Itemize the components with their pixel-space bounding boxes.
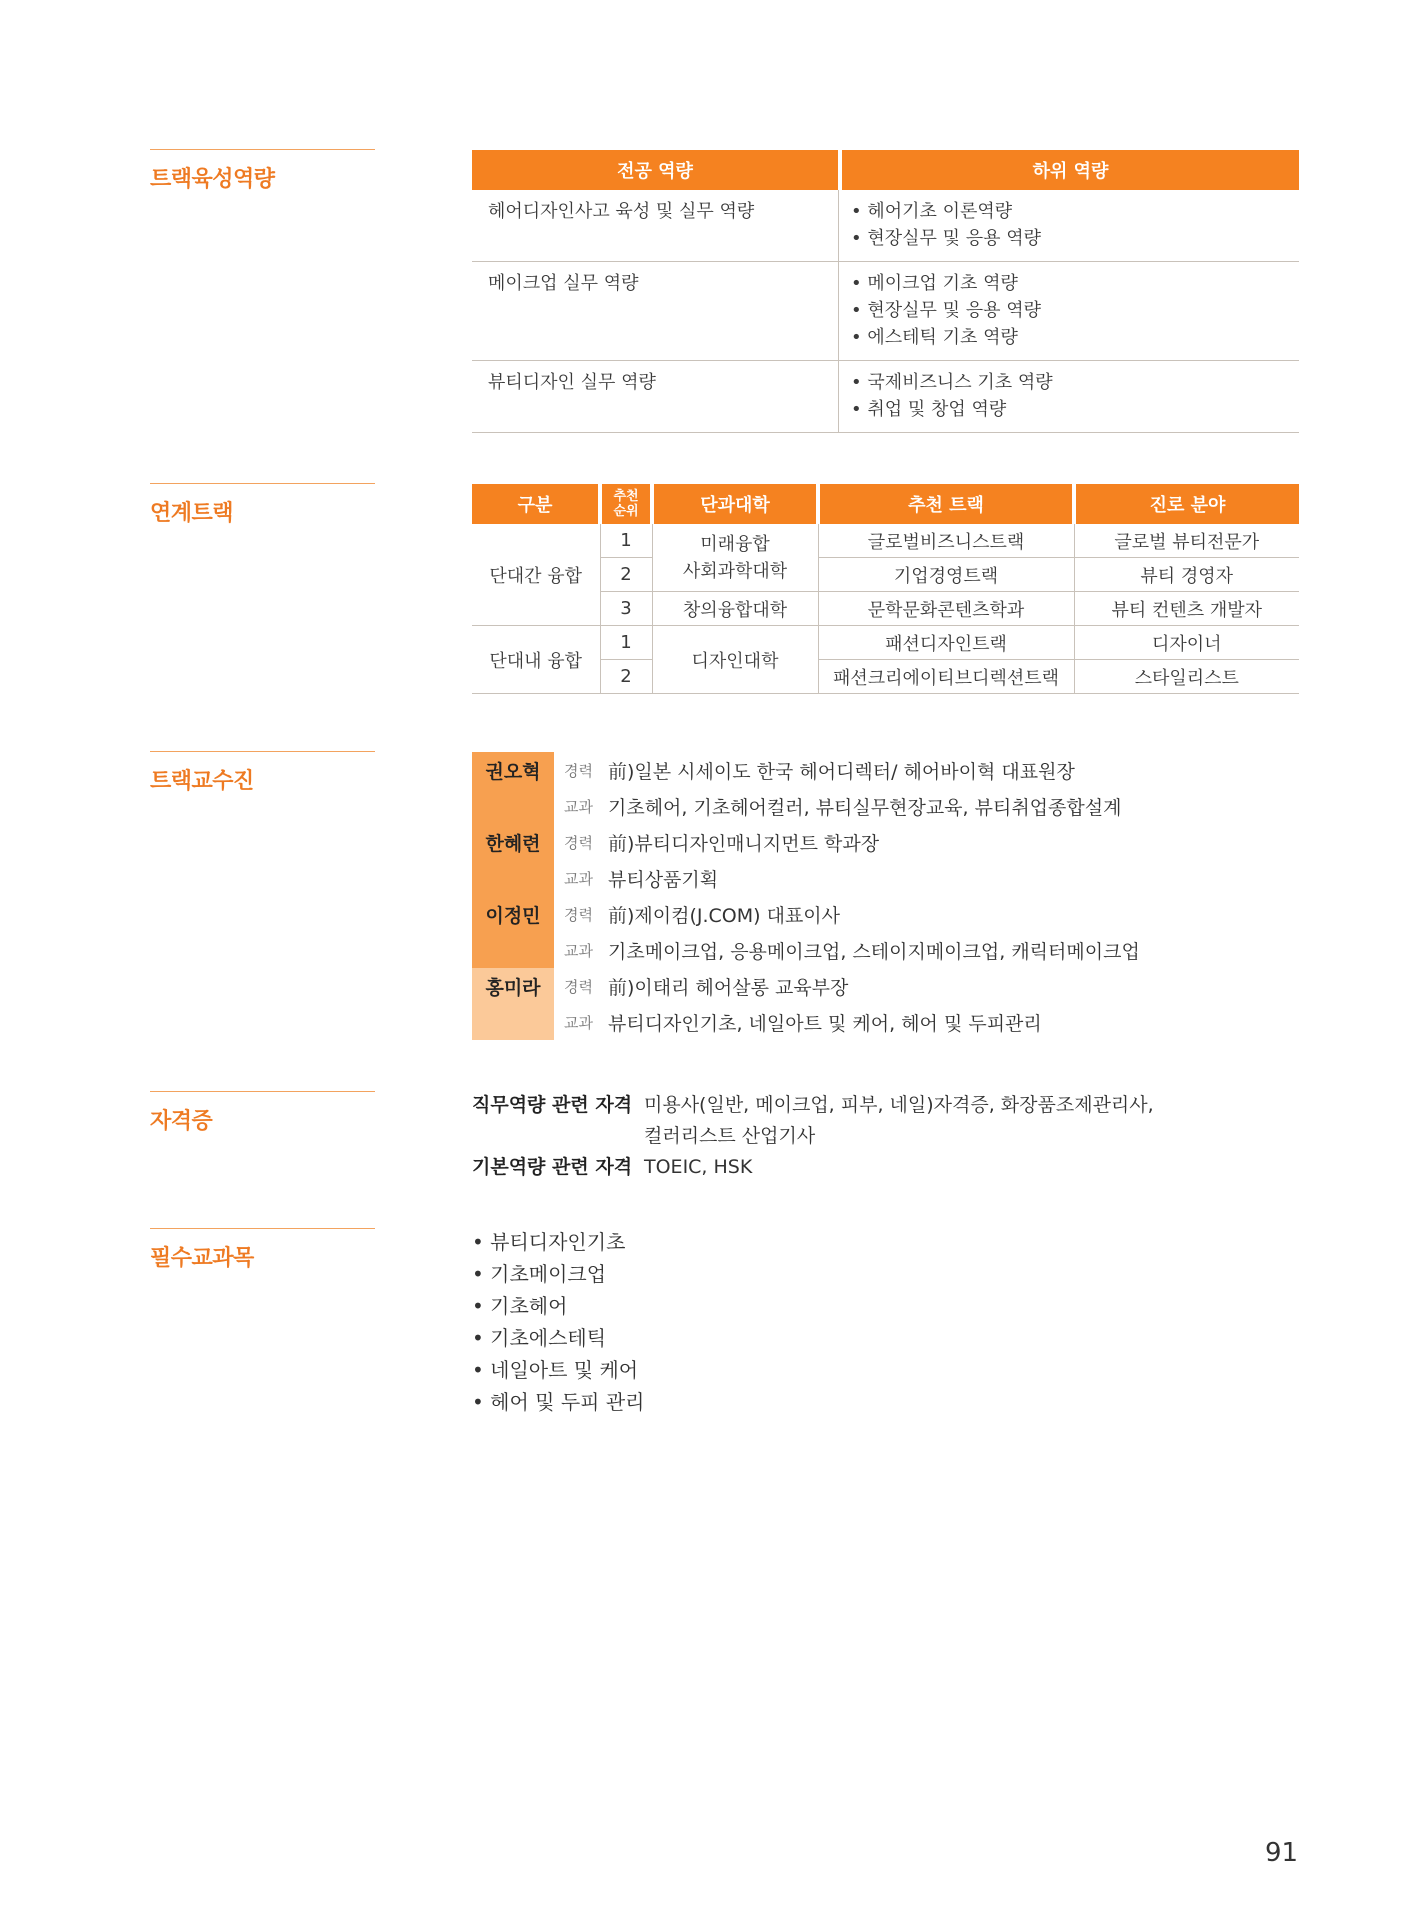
page-number: 91 (1265, 1838, 1299, 1868)
header-rank: 추천 순위 (600, 484, 652, 524)
faculty-career: 前)뷰티디자인매니지먼트 학과장 (608, 832, 880, 855)
section-label-competency: 트랙육성역량 (150, 149, 375, 193)
course-key: 교과 (564, 869, 593, 888)
list-item: • 기초헤어 (472, 1294, 568, 1318)
faculty-career-row (472, 968, 1232, 1004)
basic-cert-key: 기본역량 관련 자격 (472, 1156, 633, 1178)
faculty-career: 前)제이컴(J.COM) 대표이사 (608, 904, 841, 927)
faculty-career: 前)일본 시세이도 한국 헤어디렉터/ 헤어바이혁 대표원장 (608, 760, 1075, 783)
faculty-name-spacer (472, 932, 554, 968)
job-cert-row (472, 1090, 1154, 1152)
header-sub-competency: 하위 역량 (842, 150, 1299, 190)
career-cell: 디자이너 (1074, 626, 1299, 660)
table-row (472, 361, 1299, 433)
rank-cell: 1 (600, 524, 652, 558)
section-label-linked-track: 연계트랙 (150, 483, 375, 527)
major-competency-cell: 뷰티디자인 실무 역량 (488, 372, 656, 393)
career-cell: 글로벌 뷰티전문가 (1074, 524, 1299, 558)
sub-competency-item: • 현장실무 및 응용 역량 (851, 300, 1041, 321)
sub-competency-item: • 취업 및 창업 역량 (851, 399, 1007, 420)
header-major-competency: 전공 역량 (472, 150, 838, 190)
sub-competency-item: • 국제비즈니스 기초 역량 (851, 372, 1053, 393)
header-recommended-track: 추천 트랙 (818, 484, 1074, 524)
track-cell: 기업경영트랙 (818, 558, 1074, 592)
job-cert-line: 컬러리스트 산업기사 (644, 1125, 816, 1147)
faculty-name-spacer (472, 860, 554, 896)
faculty-courses: 뷰티디자인기초, 네일아트 및 케어, 헤어 및 두피관리 (608, 1012, 1042, 1035)
college-cell: 미래융합 사회과학대학 (652, 524, 818, 592)
required-course-list (472, 1226, 644, 1418)
faculty-course-row (472, 932, 1232, 968)
list-item: • 뷰티디자인기초 (472, 1230, 626, 1254)
list-item: • 네일아트 및 케어 (472, 1358, 639, 1382)
rank-cell: 1 (600, 626, 652, 660)
faculty-name: 권오혁 (472, 752, 554, 788)
sub-competency-item: • 에스테틱 기초 역량 (851, 327, 1018, 348)
major-competency-cell: 헤어디자인사고 육성 및 실무 역량 (488, 201, 755, 222)
faculty-course-row (472, 1004, 1232, 1040)
faculty-courses: 뷰티상품기획 (608, 868, 719, 891)
header-college: 단과대학 (652, 484, 818, 524)
career-key: 경력 (564, 905, 593, 924)
table-row (472, 262, 1299, 361)
table-row (472, 626, 1299, 660)
faculty-courses: 기초메이크업, 응용메이크업, 스테이지메이크업, 캐릭터메이크업 (608, 940, 1140, 963)
sub-competency-cell (838, 262, 1299, 360)
major-competency-cell: 메이크업 실무 역량 (488, 273, 639, 294)
list-item: • 기초에스테틱 (472, 1326, 607, 1350)
table-row (472, 190, 1299, 262)
college-cell: 창의융합대학 (652, 592, 818, 626)
rank-cell: 2 (600, 558, 652, 592)
faculty-name-spacer (472, 788, 554, 824)
college-cell: 디자인대학 (652, 626, 818, 694)
faculty-career-row (472, 752, 1232, 788)
section-label-faculty: 트랙교수진 (150, 751, 375, 795)
faculty-career: 前)이태리 헤어살롱 교육부장 (608, 976, 849, 999)
faculty-name: 이정민 (472, 896, 554, 932)
group-intra-college: 단대내 융합 (472, 626, 600, 694)
group-inter-college: 단대간 융합 (472, 524, 600, 626)
certificate-list (472, 1090, 1154, 1183)
career-cell: 뷰티 경영자 (1074, 558, 1299, 592)
career-cell: 뷰티 컨텐츠 개발자 (1074, 592, 1299, 626)
sub-competency-item: • 헤어기초 이론역량 (851, 201, 1013, 222)
basic-cert-row (472, 1152, 1154, 1183)
faculty-course-row (472, 788, 1232, 824)
sub-competency-item: • 메이크업 기초 역량 (851, 273, 1018, 294)
rank-cell: 3 (600, 592, 652, 626)
competency-table-header (472, 150, 1299, 190)
faculty-course-row (472, 860, 1232, 896)
faculty-courses: 기초헤어, 기초헤어컬러, 뷰티실무현장교육, 뷰티취업종합설계 (608, 796, 1122, 819)
competency-table (472, 150, 1299, 433)
course-key: 교과 (564, 797, 593, 816)
track-cell: 패션크리에이티브디렉션트랙 (818, 660, 1074, 694)
sub-competency-cell (838, 361, 1299, 432)
rank-cell: 2 (600, 660, 652, 694)
linked-track-table (472, 484, 1299, 694)
sub-competency-item: • 현장실무 및 응용 역량 (851, 228, 1041, 249)
track-cell: 글로벌비즈니스트랙 (818, 524, 1074, 558)
job-cert-key: 직무역량 관련 자격 (472, 1094, 633, 1116)
career-key: 경력 (564, 977, 593, 996)
list-item: • 기초메이크업 (472, 1262, 607, 1286)
faculty-career-row (472, 896, 1232, 932)
faculty-list (472, 752, 1232, 1040)
header-category: 구분 (472, 484, 600, 524)
job-cert-line: 미용사(일반, 메이크업, 피부, 네일)자격증, 화장품조제관리사, (644, 1094, 1154, 1116)
course-key: 교과 (564, 941, 593, 960)
sub-competency-cell (838, 190, 1299, 261)
job-cert-values (644, 1090, 1154, 1152)
basic-cert-value: TOEIC, HSK (644, 1156, 753, 1178)
track-cell: 문학문화콘텐츠학과 (818, 592, 1074, 626)
career-cell: 스타일리스트 (1074, 660, 1299, 694)
track-cell: 패션디자인트랙 (818, 626, 1074, 660)
linked-track-header (472, 484, 1299, 524)
course-key: 교과 (564, 1013, 593, 1032)
section-label-required: 필수교과목 (150, 1228, 375, 1272)
section-label-certificate: 자격증 (150, 1091, 375, 1135)
header-career-field: 진로 분야 (1074, 484, 1299, 524)
table-row (472, 524, 1299, 558)
list-item: • 헤어 및 두피 관리 (472, 1390, 645, 1414)
career-key: 경력 (564, 761, 593, 780)
career-key: 경력 (564, 833, 593, 852)
faculty-name: 홍미라 (472, 968, 554, 1004)
faculty-name-spacer (472, 1004, 554, 1040)
faculty-career-row (472, 824, 1232, 860)
faculty-name: 한혜련 (472, 824, 554, 860)
